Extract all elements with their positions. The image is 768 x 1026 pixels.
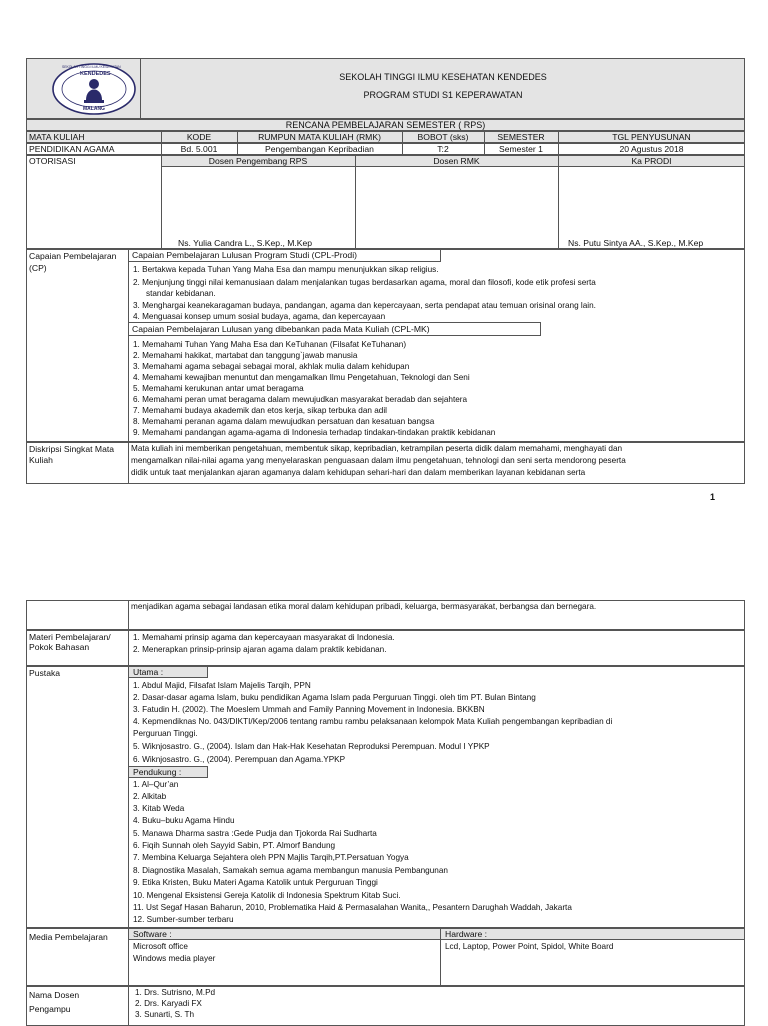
institution-name: SEKOLAH TINGGI ILMU KESEHATAN KENDEDES	[339, 72, 547, 82]
course-divider	[161, 131, 162, 155]
header-logo-divider	[140, 58, 141, 119]
list-item: 8. Memahami peranan agama dalam mewujudkan persatuan dan kesatuan bangsa	[133, 417, 435, 426]
pustaka-pendukung-label: Pendukung :	[133, 767, 182, 777]
deskripsi-line: Mata kuliah ini memberikan pengetahuan, membentuk sikap, kepribadian, ketrampilan peserta didik dalam memahami, menghayati dan	[131, 444, 623, 453]
list-item: 2. Dasar-dasar agama Islam, buku pendidikan Agama Islam pada Perguruan Tinggi. oleh tim PT. Bulan Bintang	[133, 693, 536, 702]
list-item: 2. Drs. Karyadi FX	[135, 999, 202, 1008]
list-item: 6. Fiqih Sunnah oleh Sayyid Sabin, PT. Almorf Bandung	[133, 841, 336, 850]
list-item: Perguruan Tinggi.	[133, 729, 198, 738]
otorisasi-col-ka-prodi: Ka PRODI	[631, 156, 672, 166]
list-item: 9. Etika Kristen, Buku Materi Agama Katolik untuk Perguruan Tinggi	[133, 878, 378, 887]
deskripsi-line: mengamalkan nilai-nilai agama yang menyelaraskan penguasaan dalam ilmu pengetahuan, tehnologi dan seni serta mendorong peserta	[131, 456, 626, 465]
course-divider	[237, 131, 238, 155]
list-item: standar kebidanan.	[146, 289, 216, 298]
list-item: 6. Wiknjosastro. G., (2004). Perempuan dan Agama.YPKP	[133, 755, 346, 764]
media-header-row	[128, 928, 745, 940]
logo-text-city: MALANG	[83, 106, 105, 112]
program-name: PROGRAM STUDI S1 KEPERAWATAN	[363, 90, 523, 100]
logo-text-top: SEKOLAH TINGGI ILMU KESEHATAN	[62, 65, 121, 69]
list-item: 5. Memahami kerukunan antar umat beragama	[133, 384, 304, 393]
materi-label: Materi Pembelajaran/ Pokok Bahasan	[29, 632, 111, 652]
media-label: Media Pembelajaran	[29, 932, 108, 942]
deskripsi-cont-divider	[128, 600, 129, 630]
list-item: 7. Memahami budaya akademik dan etos kerja, sikap terbuka dan adil	[133, 406, 387, 415]
pustaka-label: Pustaka	[29, 668, 61, 678]
list-item: 1. Abdul Majid, Filsafat Islam Majelis Tarqih, PPN	[133, 681, 311, 690]
list-item: 3. Fatudin H. (2002). The Moeslem Ummah and Family Panning Movement in Indonesia. BKKBN	[133, 705, 485, 714]
otorisasi-col-dosen-rmk: Dosen RMK	[433, 156, 480, 166]
list-item: 4. Buku–buku Agama Hindu	[133, 816, 235, 825]
deskripsi-continuation-text: menjadikan agama sebagai landasan etika moral dalam kehidupan pribadi, keluarga, bermasyarakat, berbangsa dan bernegara.	[131, 602, 597, 611]
course-value-kode: Bd. 5.001	[180, 144, 218, 154]
cp-label-divider	[128, 249, 129, 442]
list-item: 2. Memahami hakikat, martabat dan tanggung`jawab manusia	[133, 351, 358, 360]
course-value-rmk: Pengembangan Kepribadian	[265, 144, 374, 154]
list-item: 3. Kitab Weda	[133, 804, 185, 813]
kendedes-logo	[50, 62, 138, 116]
course-divider	[558, 131, 559, 155]
list-item: 9. Memahami pandangan agama-agama di Indonesia terhadap tindakan-tindakan praktik kebidanan	[133, 428, 496, 437]
list-item: 1. Drs. Sutrisno, M.Pd	[135, 988, 216, 997]
list-item: 3. Sunarti, S. Th	[135, 1010, 195, 1019]
list-item: 2. Alkitab	[133, 792, 167, 801]
course-header-rmk: RUMPUN MATA KULIAH (RMK)	[258, 132, 381, 142]
list-item: 3. Menghargai keanekaragaman budaya, pandangan, agama dan kepercayaan, serta pendapat atau temuan orisinal orang lain.	[133, 301, 596, 310]
list-item: 6. Memahami peran umat beragama dalam mewujudkan masyarakat beradab dan sejahtera	[133, 395, 468, 404]
pustaka-label-divider	[128, 666, 129, 928]
dosen-label: Nama Dosen Pengampu	[29, 990, 80, 1014]
software-item: Windows media player	[133, 954, 216, 963]
signatory-name-rps: Ns. Yulia Candra L., S.Kep., M.Kep	[178, 238, 313, 248]
list-item: 10. Mengenal Eksistensi Gereja Katolik di Indonesia Spektrum Kitab Suci.	[133, 891, 401, 900]
deskripsi-label-divider	[128, 442, 129, 484]
cpl-prodi-title-text: Capaian Pembelajaran Lulusan Program Studi (CPL-Prodi)	[132, 250, 357, 260]
course-header-semester: SEMESTER	[497, 132, 545, 142]
course-value-semester: Semester 1	[499, 144, 543, 154]
course-header-mata-kuliah: MATA KULIAH	[29, 132, 85, 142]
otorisasi-divider	[355, 155, 356, 249]
list-item: 3. Memahami agama sebagai sebagai moral, akhlak mulia dalam kehidupan	[133, 362, 410, 371]
software-label: Software :	[133, 929, 172, 939]
list-item: 1. Memahami Tuhan Yang Maha Esa dan KeTuhanan (Filsafat KeTuhanan)	[133, 340, 407, 349]
list-item: 1. Al–Qur’an	[133, 780, 179, 789]
otorisasi-col-dosen-pengembang: Dosen Pengembang RPS	[208, 156, 308, 166]
list-item: 12. Sumber-sumber terbaru	[133, 915, 234, 924]
list-item: 4. Menguasai konsep umum sosial budaya, agama, dan kepercayaan	[133, 312, 386, 321]
hardware-label: Hardware :	[445, 929, 488, 939]
list-item: 2. Menjunjung tinggi nilai kemanusiaan dalam menjalankan tugas berdasarkan agama, moral dan filosofi, kode etik profesi serta	[133, 278, 596, 287]
cpl-mk-title-text: Capaian Pembelajaran Lulusan yang dibebankan pada Mata Kuliah (CPL-MK)	[132, 324, 430, 334]
deskripsi-line: didik untuk taat menjalankan ajaran agamanya dalam kehidupan sehari-hari dan dalam memberikan layanan kebidanan serta	[131, 468, 586, 477]
cp-label: Capaian Pembelajaran (CP)	[29, 251, 117, 273]
list-item: 1. Memahami prinsip agama dan kepercayaan masyarakat di Indonesia.	[133, 633, 395, 642]
software-item: Microsoft office	[133, 942, 188, 951]
list-item: 5. Wiknjosastro. G., (2004). Islam dan Hak-Hak Kesehatan Reproduksi Perempuan. Modul I YPKP	[133, 742, 490, 751]
pustaka-utama-label: Utama :	[133, 667, 164, 677]
course-value-bobot: T:2	[437, 144, 449, 154]
dosen-label-divider	[128, 986, 129, 1026]
course-value-mata-kuliah: PENDIDIKAN AGAMA	[29, 144, 115, 154]
hardware-item: Lcd, Laptop, Power Point, Spidol, White Board	[445, 942, 614, 951]
deskripsi-label: Diskripsi Singkat Mata Kuliah	[29, 444, 115, 465]
signatory-name-kaprodi: Ns. Putu Sintya AA., S.Kep., M.Kep	[568, 238, 704, 248]
course-header-bobot: BOBOT (sks)	[417, 132, 469, 142]
list-item: 4. Kepmendiknas No. 043/DIKTI/Kep/2006 tentang rambu rambu pelaksanaan kelompok Mata Kuliah pengembangan kepribadian di	[133, 717, 613, 726]
list-item: 11. Ust Segaf Hasan Baharun, 2010, Problematika Haid & Permasalahan Wanita,, Pesantern Darughah Waddah, Jakarta	[133, 903, 572, 912]
course-divider	[484, 131, 485, 155]
otorisasi-box	[26, 155, 745, 249]
materi-label-divider	[128, 630, 129, 666]
rps-title: RENCANA PEMBELAJARAN SEMESTER ( RPS)	[26, 119, 745, 131]
media-col-divider	[440, 928, 441, 986]
course-header-tgl: TGL PENYUSUNAN	[612, 132, 691, 142]
dosen-section	[26, 986, 745, 1026]
course-divider	[402, 131, 403, 155]
course-value-tgl: 20 Agustus 2018	[619, 144, 684, 154]
page-number: 1	[710, 492, 716, 502]
otorisasi-divider	[558, 155, 559, 249]
otorisasi-label: OTORISASI	[29, 156, 76, 166]
list-item: 7. Membina Keluarga Sejahtera oleh PPN Majlis Tarqih,PT.Persatuan Yogya	[133, 853, 409, 862]
list-item: 5. Manawa Dharma sastra :Gede Pudja dan Tjokorda Rai Sudharta	[133, 829, 377, 838]
list-item: 1. Bertakwa kepada Tuhan Yang Maha Esa dan mampu menunjukkan sikap religius.	[133, 265, 439, 274]
list-item: 2. Menerapkan prinsip-prinsip ajaran agama dalam praktik kebidanan.	[133, 645, 387, 654]
list-item: 8. Diagnostika Masalah, Samakah semua agama membangun manusia Pembangunan	[133, 866, 448, 875]
course-header-kode: KODE	[186, 132, 212, 142]
list-item: 4. Memahami kewajiban menuntut dan mengamalkan Ilmu Pengetahuan, Teknologi dan Seni	[133, 373, 470, 382]
logo-text-name: KENDEDES	[80, 71, 111, 77]
otorisasi-divider	[161, 155, 162, 249]
